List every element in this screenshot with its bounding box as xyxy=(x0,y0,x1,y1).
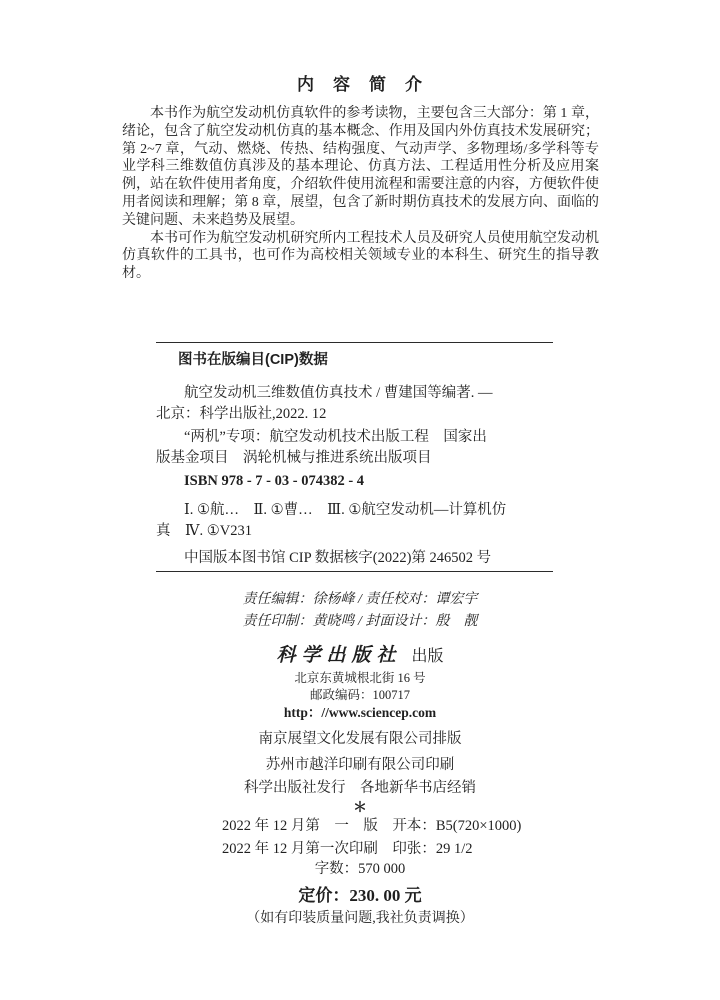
cip-classification-line-2: 真 Ⅳ. ①V231 xyxy=(156,523,252,539)
summary-paragraph-1: 本书作为航空发动机仿真软件的参考读物，主要包含三大部分：第 1 章，绪论，包含了航空发动机仿真的基本概念、作用及国内外仿真技术发展研究；第 2~7 章，气动、燃烧、传热、结构强度、气动声学、多物理场/多学科等专业学科三维数值仿真涉及的基本理论、仿真方法、工程适用性分析及应用案例，站在软件使用者角度，介绍软件使用流程和需要注意的内容，方便软件使用者阅读和理解；第 8 章，展望，包含了新时期仿真技术的发展方向、面临的关键问题、未来趋势及展望。 xyxy=(122,106,599,228)
cip-isbn: ISBN 978 - 7 - 03 - 074382 - 4 xyxy=(184,473,365,489)
price: 定价：230. 00 元 xyxy=(298,886,422,905)
edition-line-2: 2022 年 12 月第一次印刷 印张：29 1/2 xyxy=(222,840,473,857)
publisher-address: 北京东黄城根北街 16 号 xyxy=(294,671,426,685)
price-block xyxy=(0,859,720,929)
cip-title-line-2: 北京：科学出版社,2022. 12 xyxy=(156,406,327,422)
cip-title-line-1: 航空发动机三维数值仿真技术 / 曹建国等编著. — xyxy=(184,385,493,401)
summary-paragraph-2: 本书可作为航空发动机研究所内工程技术人员及研究人员使用航空发动机仿真软件的工具书，也可作为高校相关领域专业的本科生、研究生的指导教材。 xyxy=(122,230,599,282)
publisher-block xyxy=(0,643,720,817)
credits-line-editor: 责任编辑：徐杨峰 / 责任校对：谭宏宇 xyxy=(242,592,478,607)
word-count: 字数：570 000 xyxy=(314,861,406,877)
cip-data-block xyxy=(156,342,553,572)
editorial-credits xyxy=(0,589,720,633)
publisher-postcode: 邮政编码：100717 xyxy=(309,688,410,702)
content-summary-block xyxy=(122,105,599,283)
publisher-suffix: 出版 xyxy=(411,648,444,665)
edition-line-1: 2022 年 12 月第 一 版 开本：B5(720×1000) xyxy=(222,818,522,834)
cip-project-line-1: “两机”专项：航空发动机技术出版工程 国家出 xyxy=(184,429,487,445)
cip-heading: 图书在版编目(CIP)数据 xyxy=(178,352,328,368)
publisher-website: http：//www.sciencep.com xyxy=(283,705,437,720)
distribution-line: 科学出版社发行 各地新华书店经销 xyxy=(244,780,476,796)
content-summary-title: 内 容 简 介 xyxy=(297,75,423,94)
cip-classification-line-1: Ⅰ. ①航… Ⅱ. ①曹… Ⅲ. ①航空发动机—计算机仿 xyxy=(184,502,507,518)
cip-project-line-2: 版基金项目 涡轮机械与推进系统出版项目 xyxy=(156,450,432,466)
quality-notice: （如有印装质量问题,我社负责调换） xyxy=(246,911,474,926)
typesetting-company: 南京展望文化发展有限公司排版 xyxy=(258,731,462,747)
credits-line-printing-design: 责任印制：黄晓鸣 / 封面设计：殷 靓 xyxy=(242,614,478,629)
printing-company: 苏州市越洋印刷有限公司印刷 xyxy=(265,757,455,773)
science-press-logotype: 科学出版社 xyxy=(276,645,402,666)
edition-info-block xyxy=(222,815,521,860)
publisher-logo-line xyxy=(0,643,720,670)
cip-registry-number: 中国版本图书馆 CIP 数据核字(2022)第 246502 号 xyxy=(184,550,492,566)
asterisk-separator: ＊ xyxy=(353,801,367,816)
